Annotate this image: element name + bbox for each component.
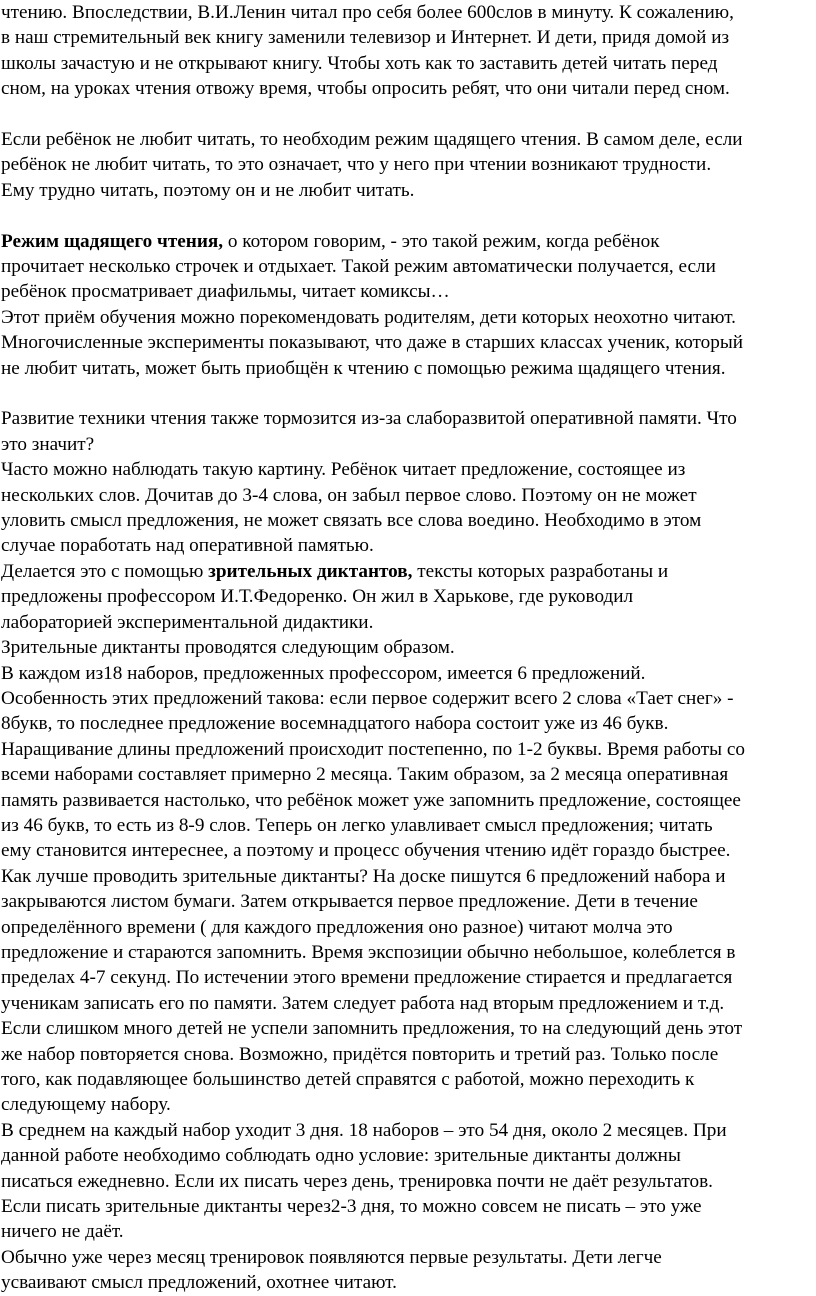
- paragraph-text: о котором говорим, - это такой режим, когда ребёнок прочитает несколько строчек и отдыхает. Такой режим автоматически получается, если ребёнок просматривает диафильмы, читает комиксы…: [1, 230, 716, 303]
- paragraph-gentle-reading-definition: [1, 229, 814, 305]
- paragraph-recommendation: Этот приём обучения можно порекомендовать родителям, дети которых неохотно читают. Многочисленные эксперименты показывают, что даже в старших классах ученик, который не любит читать, может быть приобщён к чтению с помощью режима щадящего чтения.: [1, 306, 744, 379]
- paragraph-visual-dictations: [1, 559, 814, 635]
- paragraph-text: Делается это с помощью: [1, 560, 209, 582]
- paragraph-repeat: Если слишком много детей не успели запомнить предложения, то на следующий день этот же набор повторяется снова. Возможно, придётся повторить и третий раз. Только после того, как подавляющее большинство детей справятся с работой, можно переходить к следующему набору.: [1, 1018, 743, 1116]
- paragraph-gap: [1, 203, 814, 228]
- paragraph-lenin-reading: чтению. Впоследствии, В.И.Ленин читал про себя более 600слов в минуту. К сожалению, в наш стремительный век книгу заменили телевизор и Интернет. И дети, придя домой из школы зачастую и не открывают книгу. Чтобы хоть как то заставить детей читать перед сном, на уроках чтения отвожу время, чтобы опросить ребят, что они читали перед сном.: [1, 2, 734, 100]
- bold-term-visual-dictations: зрительных диктантов,: [208, 560, 413, 582]
- paragraph-sentence-length: Особенность этих предложений такова: если первое содержит всего 2 слова «Тает снег» - 8букв, то последнее предложение восемнадцатого набора состоит уже из 46 букв.: [1, 687, 734, 735]
- paragraph-how-to-conduct: Как лучше проводить зрительные диктанты? На доске пишутся 6 предложений набора и закрываются листом бумаги. Затем открывается первое предложение. Дети в течение определённого времени ( для каждого предложения оно разное) читают молча это предложение и стараются запомнить. Время экспозиции обычно небольшое, колеблется в пределах 4-7 секунд. По истечении этого времени предложение стирается и предлагается ученикам записать его по памяти. Затем следует работа над вторым предложением и т.д.: [1, 865, 736, 1014]
- bold-term-gentle-reading: Режим щадящего чтения,: [1, 230, 224, 252]
- paragraph-results: Обычно уже через месяц тренировок появляются первые результаты. Дети легче усваивают смысл предложений, охотнее читают.: [1, 1246, 662, 1294]
- paragraph-schedule: В среднем на каждый набор уходит 3 дня. 18 наборов – это 54 дня, около 2 месяцев. При данной работе необходимо соблюдать одно условие: зрительные диктанты должны писаться ежедневно. Если их писать через день, тренировка почти не даёт результатов. Если писать зрительные диктанты через2-3 дня, то можно совсем не писать – это уже ничего не даёт.: [1, 1119, 727, 1243]
- paragraph-sets: В каждом из18 наборов, предложенных профессором, имеется 6 предложений.: [1, 662, 646, 684]
- paragraph-text: тексты которых разработаны и предложены профессором И.Т.Федоренко. Он жил в Харькове, где руководил лабораторией экспериментальной дидактики.: [1, 560, 669, 633]
- paragraph-procedure-intro: Зрительные диктанты проводятся следующим образом.: [1, 637, 455, 659]
- paragraph-example: Часто можно наблюдать такую картину. Ребёнок читает предложение, состоящее из нескольких слов. Дочитав до 3-4 слова, он забыл первое слово. Поэтому он не может уловить смысл предложения, не может связать все слова воедино. Необходимо в этом случае поработать над оперативной памятью.: [1, 459, 702, 557]
- paragraph-gap: [1, 381, 814, 406]
- paragraph-working-memory: Развитие техники чтения также тормозится из-за слаборазвитой оперативной памяти. Что это значит?: [1, 408, 737, 455]
- paragraph-growth: Наращивание длины предложений происходит постепенно, по 1-2 буквы. Время работы со всеми наборами составляет примерно 2 месяца. Таким образом, за 2 месяца оперативная память развивается настолько, что ребёнок может уже запомнить предложение, состоящее из 46 букв, то есть из 8-9 слов. Теперь он легко улавливает смысл предложения; читать ему становится интереснее, а поэтому и процесс обучения чтению идёт гораздо быстрее.: [1, 738, 745, 862]
- paragraph-gap: [1, 102, 814, 127]
- paragraph-gentle-reading-intro: Если ребёнок не любит читать, то необходим режим щадящего чтения. В самом деле, если ребёнок не любит читать, то это означает, что у него при чтении возникают трудности. Ему трудно читать, поэтому он и не любит читать.: [1, 129, 743, 201]
